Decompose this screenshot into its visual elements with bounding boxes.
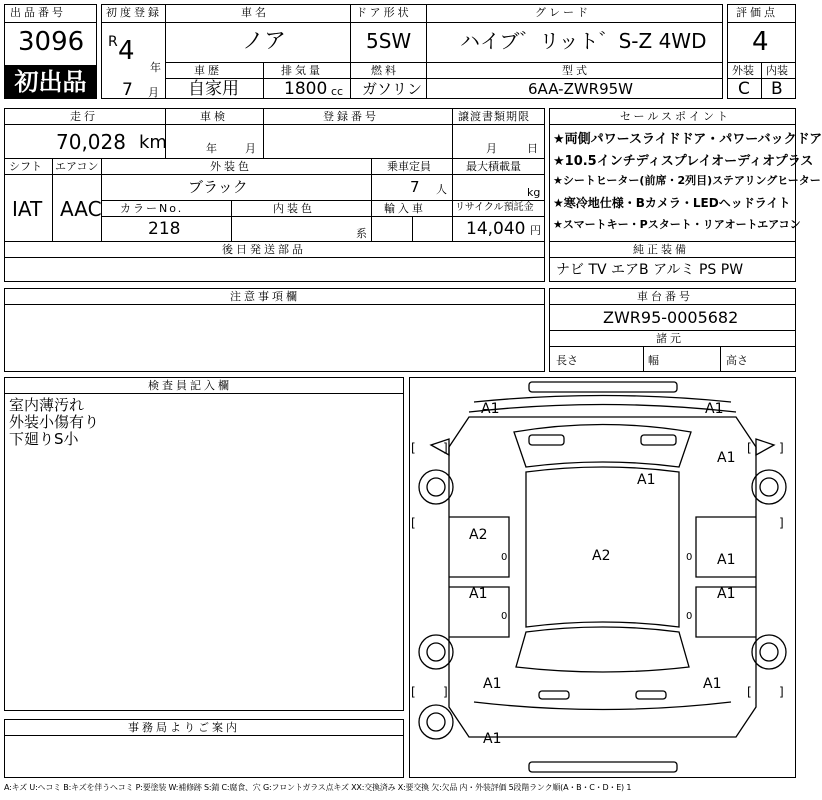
bracket: [ [747,441,752,455]
sales-point: ★スマートキー・Pスタート・リアオートエアコン [553,218,801,231]
damage-mark: A2 [469,527,488,543]
car-name-label: 車名 [241,6,269,19]
km-unit: km [139,132,167,153]
inspector-notes [9,397,99,448]
fuel: ガソリン [362,80,423,98]
color-label: 外装色 [210,160,252,173]
chassis-label: 車台番号 [637,290,693,303]
damage-mark: A1 [717,586,736,602]
model-label: 型式 [562,64,590,77]
sales-points-list [553,128,822,238]
int-grade: B [771,79,783,99]
damage-mark: A1 [483,731,502,747]
damage-mark: A1 [717,450,736,466]
history: 自家用 [188,79,239,99]
first-reg-label: 初度登録 [106,6,162,19]
damage-mark: A1 [483,676,502,692]
transfer-label: 譲渡書類期限 [458,110,530,123]
ext-label: 外装 [732,64,754,77]
cc-unit: cc [331,85,344,98]
model: 6AA-ZWR95W [528,80,634,98]
score: 4 [752,27,769,57]
ac-label: エアコン [55,160,99,173]
height-label: 高さ [726,354,748,367]
score-label: 評価点 [736,6,778,19]
dimensions-label: 諸元 [656,332,684,345]
chassis-number: ZWR95-0005682 [603,308,739,327]
load-label: 最大積載量 [466,160,521,173]
recycle-label: リサイクル預託金 [455,202,534,213]
displacement-label: 排気量 [281,64,323,77]
bracket: [ [411,441,416,455]
sales-point: ★寒冷地仕様・Bカメラ・LEDヘッドライト [553,196,791,210]
kg-unit: kg [527,186,541,199]
shift: IAT [12,197,43,221]
colorno-label: カラーNo. [120,202,184,215]
ac: AAC [60,197,102,221]
grade-label: グレード [535,6,591,19]
sales-point: ★10.5インチディスプレイオーディオプラス [553,154,814,169]
lot-number: 3096 [18,27,85,57]
zero-mark: 0 [686,552,693,563]
capacity-label: 乗車定員 [387,160,431,173]
bracket: [ [411,516,416,530]
first-listing-badge: 初出品 [4,65,97,99]
recycle-amount: 14,040 [466,219,526,239]
fuel-label: 燃料 [371,64,399,77]
interior-color-label: 内装色 [273,202,315,215]
insp-month-unit: 月 [245,142,256,155]
width-label: 幅 [648,354,659,367]
yen-unit: 円 [530,224,541,237]
damage-mark: A1 [703,676,722,692]
import-label: 輸入車 [384,202,426,215]
bracket: [ [411,685,416,699]
damage-mark: A1 [481,401,500,417]
bracket: [ [747,685,752,699]
regno-label: 登録番号 [323,110,379,123]
inspector-note: 外装小傷有り [9,413,100,431]
color-number: 218 [148,219,181,239]
int-label: 内装 [766,64,788,77]
car-name: ノア [242,29,287,54]
inspection-label: 車検 [200,110,228,123]
door-label: ドア形状 [356,6,412,19]
sales-point: ★シートヒーター(前席・2列目)ステアリングヒーター [553,174,821,187]
caution-label: 注意事項欄 [230,290,300,303]
equipment: ナビ TV エアB アルミ PS PW [556,262,744,278]
reg-month: 7 [122,80,133,100]
displacement: 1800 [284,79,328,99]
later-parts-label: 後日発送部品 [222,243,306,256]
kei-unit: 系 [356,227,367,240]
bracket: ] [779,441,784,455]
damage-mark: A1 [637,472,656,488]
damage-mark: A1 [717,552,736,568]
equipment-label: 純正装備 [633,243,689,256]
bracket: ] [779,685,784,699]
length-label: 長さ [556,354,578,367]
zero-mark: 0 [501,611,508,622]
mileage-label: 走行 [70,110,98,123]
capacity: 7 [410,178,420,196]
bracket: ] [443,685,448,699]
history-label: 車歴 [194,64,222,77]
grade: ハイブ゛リット゛S-Z 4WD [460,29,707,53]
damage-mark: A2 [592,548,611,564]
exterior-color: ブラック [188,178,248,196]
transfer-month-unit: 月 [486,142,497,155]
year-unit: 年 [150,61,161,74]
insp-year-unit: 年 [206,142,217,155]
damage-mark: A1 [705,401,724,417]
lot-label: 出品番号 [10,6,66,19]
sales-point: ★両側パワースライドドア・パワーバックドア [553,132,822,147]
zero-mark: 0 [501,552,508,563]
sales-points-label: セールスポイント [620,110,732,123]
reg-year: 4 [118,36,135,66]
damage-mark: A1 [469,586,488,602]
door-type: 5SW [366,29,412,53]
shift-label: シフト [9,160,42,173]
transfer-day-unit: 日 [527,142,538,155]
bracket: ] [443,441,448,455]
era: R [108,34,118,50]
month-unit: 月 [148,86,159,99]
car-body-diagram [409,377,796,778]
zero-mark: 0 [686,611,693,622]
person-unit: 人 [436,183,447,196]
bracket: ] [779,516,784,530]
ext-grade: C [738,79,750,99]
mileage: 70,028 [56,130,126,154]
office-label: 事務局よりご案内 [128,721,240,734]
inspector-note: 下廻りS小 [9,430,79,448]
legend: A:キズ U:ヘコミ B:キズを伴うヘコミ P:要塗装 W:補修跡 S:錆 C:腐食、穴 G:フロントガラス点キズ XX:交換済み X:要交換 欠:欠品 内・外装評価 5段階ランク順(A・B・C・D・E) 1 [4,783,632,792]
inspector-label: 検査員記入欄 [148,379,232,392]
inspector-note: 室内薄汚れ [9,396,85,414]
